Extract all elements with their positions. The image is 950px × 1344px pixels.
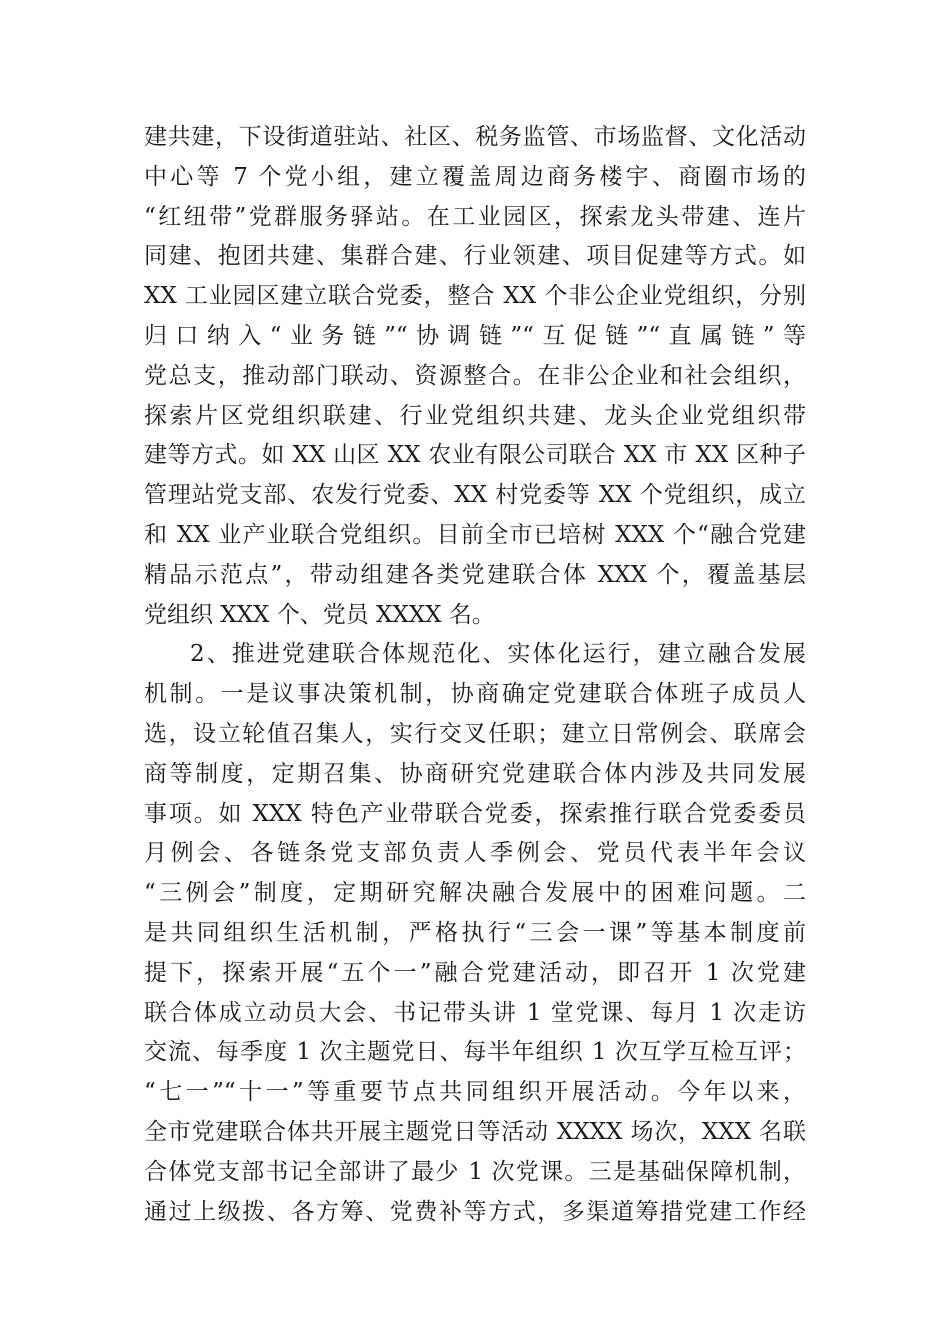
text-line: 同建、抱团共建、集群合建、行业领建、项目促建等方式。如 xyxy=(144,243,806,270)
text-line: 联合体成立动员大会、书记带头讲 1 堂党课、每月 1 次走访 xyxy=(144,999,806,1026)
text-line: 建共建，下设街道驻站、社区、税务监管、市场监督、文化活动 xyxy=(144,124,806,150)
text-line: 选，设立轮值召集人，实行交叉任职；建立日常例会、联席会 xyxy=(144,720,806,747)
paragraph-last-line: 党组织 XXX 个、党员 XXXX 名。 xyxy=(144,601,495,628)
text-line: “七一”“十一”等重要节点共同组织开展活动。今年以来， xyxy=(144,1079,806,1106)
text-line: 党总支，推动部门联动、资源整合。在非公企业和社会组织， xyxy=(144,362,806,389)
document-body-text xyxy=(144,118,806,1232)
text-line: 建等方式。如 XX 山区 XX 农业有限公司联合 XX 市 XX 区种子 xyxy=(144,442,806,469)
text-line: “红纽带”党群服务驿站。在工业园区，探索龙头带建、连片 xyxy=(144,203,806,230)
text-line: 精品示范点”，带动组建各类党建联合体 XXX 个，覆盖基层 xyxy=(144,561,806,588)
text-line: 全市党建联合体共开展主题党日等活动 XXXX 场次，XXX 名联 xyxy=(144,1118,806,1145)
text-line: 机制。一是议事决策机制，协商确定党建联合体班子成员人 xyxy=(144,681,806,708)
text-line: 归口纳入“业务链”“协调链”“互促链”“直属链”等 xyxy=(144,322,806,349)
text-line: 管理站党支部、农发行党委、XX 村党委等 XX 个党组织，成立 xyxy=(144,482,806,509)
text-line: 探索片区党组织联建、行业党组织共建、龙头企业党组织带 xyxy=(144,402,806,429)
text-line: 中心等 7 个党小组，建立覆盖周边商务楼宇、商圈市场的 xyxy=(144,163,806,190)
text-line: 商等制度，定期召集、协商研究党建联合体内涉及共同发展 xyxy=(144,760,806,787)
text-line: 通过上级拨、各方筹、党费补等方式，多渠道筹措党建工作经 xyxy=(144,1198,806,1225)
text-line: XX 工业园区建立联合党委，整合 XX 个非公企业党组织，分别 xyxy=(144,283,806,310)
text-line: 事项。如 XXX 特色产业带联合党委，探索推行联合党委委员 xyxy=(144,800,806,827)
text-line: 提下，探索开展“五个一”融合党建活动，即召开 1 次党建 xyxy=(144,959,806,986)
text-line: “三例会”制度，定期研究解决融合发展中的困难问题。二 xyxy=(144,880,806,907)
text-line: 是共同组织生活机制，严格执行“三会一课”等基本制度前 xyxy=(144,919,806,946)
text-line: 月例会、各链条党支部负责人季例会、党员代表半年会议 xyxy=(144,840,806,867)
text-line: 合体党支部书记全部讲了最少 1 次党课。三是基础保障机制， xyxy=(144,1158,806,1185)
text-line: 交流、每季度 1 次主题党日、每半年组织 1 次互学互检互评； xyxy=(144,1039,806,1066)
text-line: 和 XX 业产业联合党组织。目前全市已培树 XXX 个“融合党建 xyxy=(144,521,806,548)
paragraph-first-line: 2、推进党建联合体规范化、实体化运行，建立融合发展 xyxy=(190,641,806,668)
